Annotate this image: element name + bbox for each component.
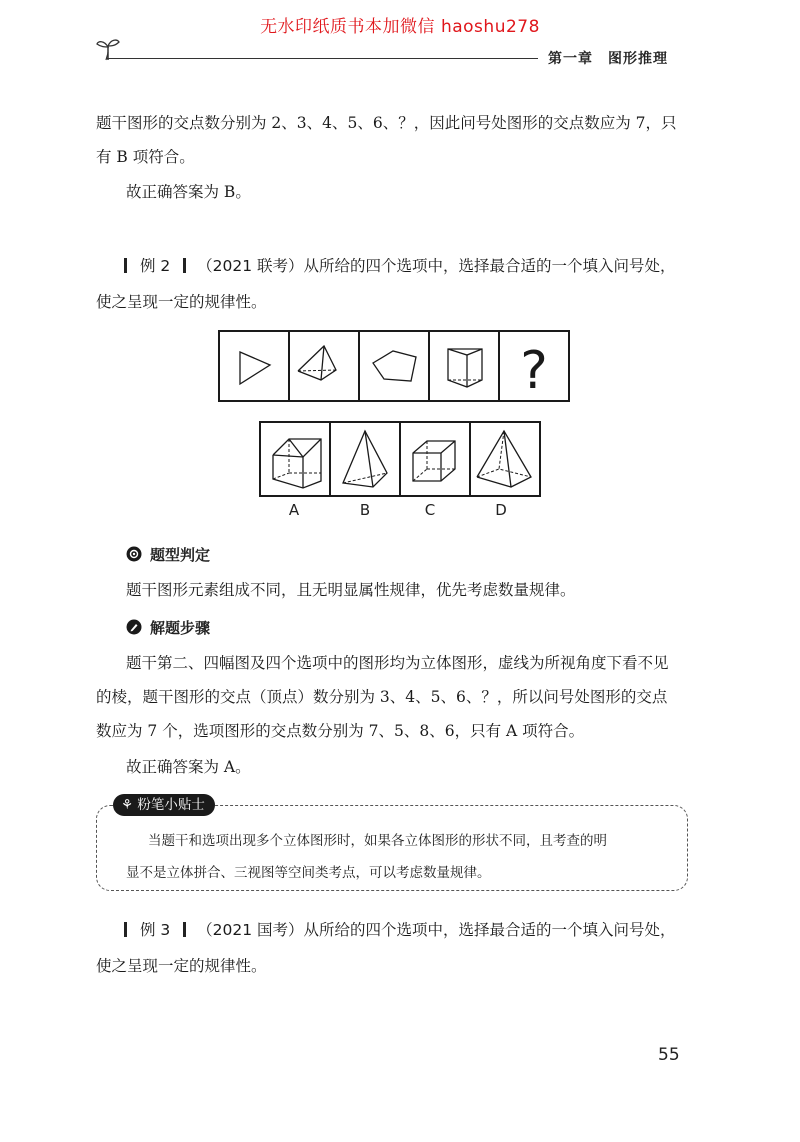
option-d-figure bbox=[477, 431, 531, 487]
example-2-prompt: 从所给的四个选项中，选择最合适的一个填入问号处， bbox=[303, 257, 676, 275]
watermark-text: 无水印纸质书本加微信 haoshu278 bbox=[260, 17, 540, 37]
option-b-figure bbox=[343, 431, 387, 487]
tips-badge bbox=[113, 794, 215, 816]
tips-line-2: 显不是立体拼合、三视图等空间类考点，可以考虑数量规律。 bbox=[126, 865, 491, 881]
steps-line-2: 的棱，题干图形的交点（顶点）数分别为 3、4、5、6、？，所以问号处图形的交点 bbox=[96, 688, 668, 706]
example-2-heading bbox=[124, 254, 676, 276]
option-b-label: B bbox=[359, 501, 371, 519]
figure-triangle bbox=[240, 352, 270, 384]
prev-answer-conclusion: 故正确答案为 B。 bbox=[126, 183, 251, 201]
figure-pyramid bbox=[298, 346, 336, 380]
section-title-type: 题型判定 bbox=[150, 546, 211, 564]
example-2-prompt-line-2: 使之呈现一定的规律性。 bbox=[96, 293, 267, 311]
option-a-figure bbox=[273, 439, 321, 488]
options-figure-row bbox=[259, 421, 541, 497]
example-2-source: （2021 联考） bbox=[197, 257, 304, 275]
example-2-tag: 例 2 bbox=[139, 257, 171, 275]
heading-bar-right bbox=[183, 258, 186, 273]
heading-bar-right bbox=[183, 922, 186, 937]
section-type-text: 题干图形元素组成不同，且无明显属性规律，优先考虑数量规律。 bbox=[126, 581, 576, 599]
pen-icon bbox=[126, 619, 142, 635]
example-2-conclusion: 故正确答案为 A。 bbox=[126, 758, 251, 776]
heading-bar-left bbox=[124, 922, 127, 937]
heading-bar-left bbox=[124, 258, 127, 273]
chapter-title: 第一章 图形推理 bbox=[548, 51, 668, 67]
steps-line-3: 数应为 7 个，选项图形的交点数分别为 7、5、8、6，只有 A 项符合。 bbox=[96, 722, 585, 740]
question-figure-row bbox=[218, 330, 570, 402]
header-rule bbox=[106, 58, 538, 59]
option-d-label: D bbox=[495, 501, 507, 519]
tips-line-1: 当题干和选项出现多个立体图形时，如果各立体图形的形状不同，且考查的明 bbox=[148, 833, 607, 849]
example-3-source: （2021 国考） bbox=[197, 921, 304, 939]
option-a-label: A bbox=[288, 501, 300, 519]
example-3-prompt-line-2: 使之呈现一定的规律性。 bbox=[96, 957, 267, 975]
sprout-badge-icon: ⚘ bbox=[121, 797, 134, 813]
option-c-label: C bbox=[424, 501, 436, 519]
section-title-steps: 解题步骤 bbox=[150, 619, 211, 637]
example-3-tag: 例 3 bbox=[139, 921, 171, 939]
gear-icon bbox=[126, 546, 142, 562]
example-3-prompt: 从所给的四个选项中，选择最合适的一个填入问号处， bbox=[303, 921, 676, 939]
prev-answer-line-2: 有 B 项符合。 bbox=[96, 148, 195, 166]
figure-prism bbox=[448, 349, 482, 387]
question-mark: ? bbox=[520, 341, 548, 401]
example-3-heading bbox=[124, 918, 676, 940]
figure-pentagon bbox=[373, 351, 416, 381]
steps-line-1: 题干第二、四幅图及四个选项中的图形均为立体图形，虚线为所视角度下看不见 bbox=[126, 654, 669, 672]
tips-badge-label: 粉笔小贴士 bbox=[137, 797, 205, 813]
option-c-figure bbox=[413, 441, 455, 481]
page-number: 55 bbox=[658, 1045, 680, 1065]
prev-answer-line-1: 题干图形的交点数分别为 2、3、4、5、6、？，因此问号处图形的交点数应为 7，只 bbox=[96, 114, 677, 132]
